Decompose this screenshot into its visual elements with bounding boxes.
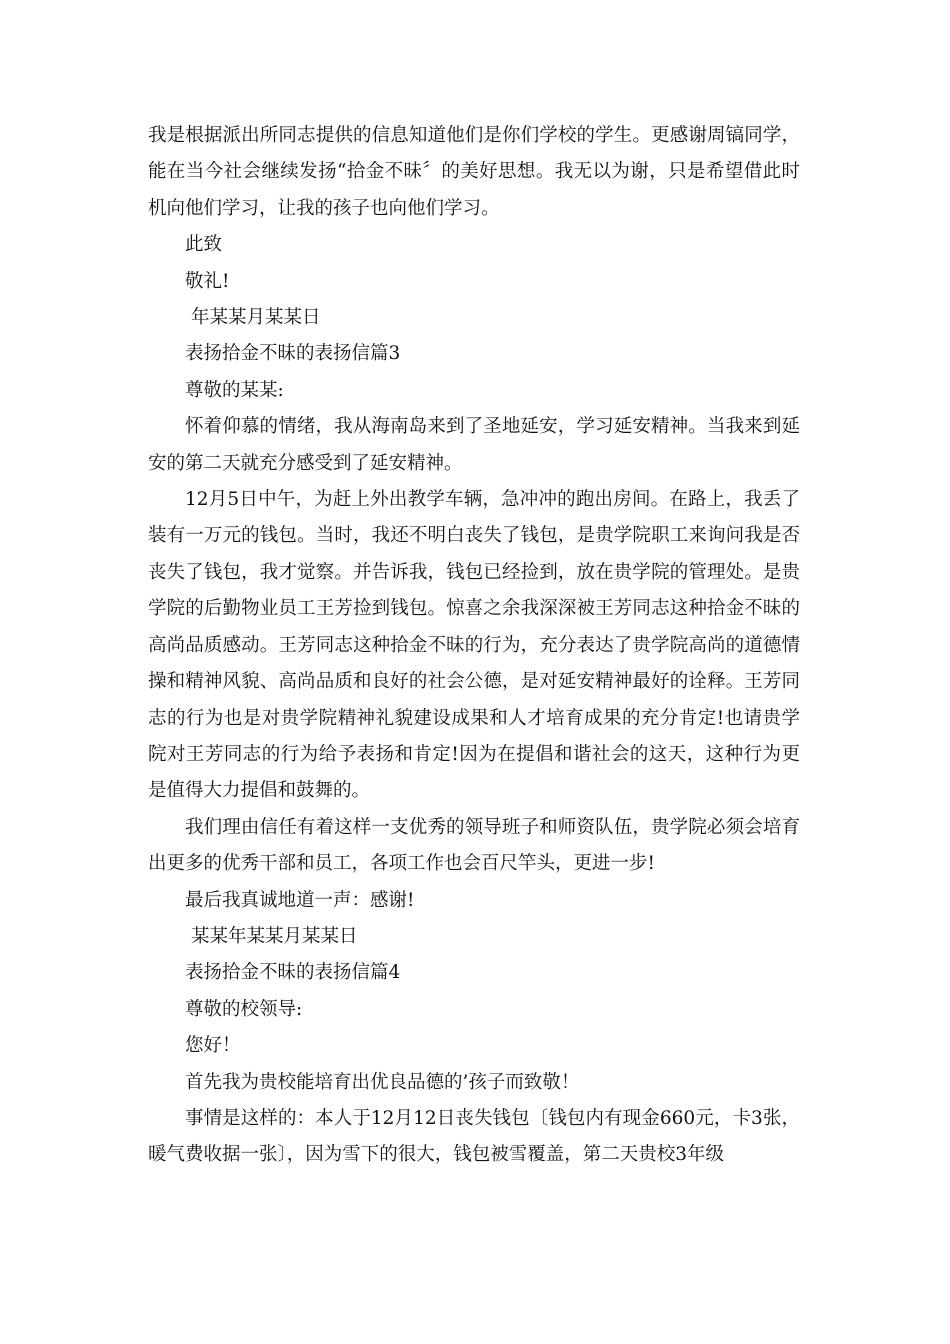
paragraph-jing-li: 敬礼!	[185, 270, 230, 292]
paragraph-salutation-ci-zhi: 此致	[185, 234, 223, 256]
paragraph-respect-4: 首先我为贵校能培育出优良品德的’孩子而致敬！	[185, 1071, 580, 1093]
paragraph-addressee-3: 尊敬的某某:	[185, 379, 284, 401]
paragraph-story-3: 12月5日中午，为赶上外出教学车辆，急冲冲的跑出房间。在路上，我丢了装有一万元的钱包。当时，我还不明白丧失了钱包，是贵学院职工来询问我是否丧失了钱包，我才觉察。并告诉我，钱包已经捡到，放在贵学院的管理处。是贵学院的后勤物业员工王芳捡到钱包。惊喜之余我深深被王芳同志这种拾金不昧的高尚品质感动。王芳同志这种拾金不昧的行为，充分表达了贵学院高尚的道德情操和精神风貌、高尚品质和良好的社会公德，是对延安精神最好的诠释。王芳同志的行为也是对贵学院精神礼貌建设成果和人才培育成果的充分肯定!也请贵学院对王芳同志的行为给予表扬和肯定!因为在提倡和谐社会的这天，这种行为更是值得大力提倡和鼓舞的。	[148, 489, 800, 802]
paragraph-date-1: 年某某月某某日	[191, 307, 321, 329]
section-heading-4: 表扬拾金不昧的表扬信篇4	[185, 962, 401, 984]
paragraph-thanks-3: 最后我真诚地道一声：感谢!	[185, 889, 415, 911]
paragraph-intro-3: 怀着仰慕的情绪，我从海南岛来到了圣地延安，学习延安精神。当我来到延安的第二天就充分感受到了延安精神。	[148, 416, 800, 474]
paragraph-story-4: 事情是这样的：本人于12月12日丧失钱包〔钱包内有现金660元，卡3张，暖气费收据一张〕，因为雪下的很大，钱包被雪覆盖，第二天贵校3年级	[148, 1107, 800, 1166]
paragraph-addressee-4: 尊敬的校领导:	[185, 998, 303, 1020]
paragraph-1: 我是根据派出所同志提供的信息知道他们是你们学校的学生。更感谢周镐同学，能在当今社会继续发扬“拾金不昧〞的美好思想。我无以为谢，只是希望借此时机向他们学习，让我的孩子也向他们学习。	[148, 125, 800, 219]
letter-body	[148, 118, 800, 1174]
paragraph-trust-3: 我们理由信任有着这样一支优秀的领导班子和师资队伍，贵学院必须会培育出更多的优秀干部和员工，各项工作也会百尺竿头，更进一步!	[148, 816, 800, 875]
section-heading-3: 表扬拾金不昧的表扬信篇3	[185, 343, 401, 365]
paragraph-date-2: 某某年某某月某某日	[191, 925, 358, 947]
paragraph-greeting-4: 您好！	[185, 1035, 241, 1057]
